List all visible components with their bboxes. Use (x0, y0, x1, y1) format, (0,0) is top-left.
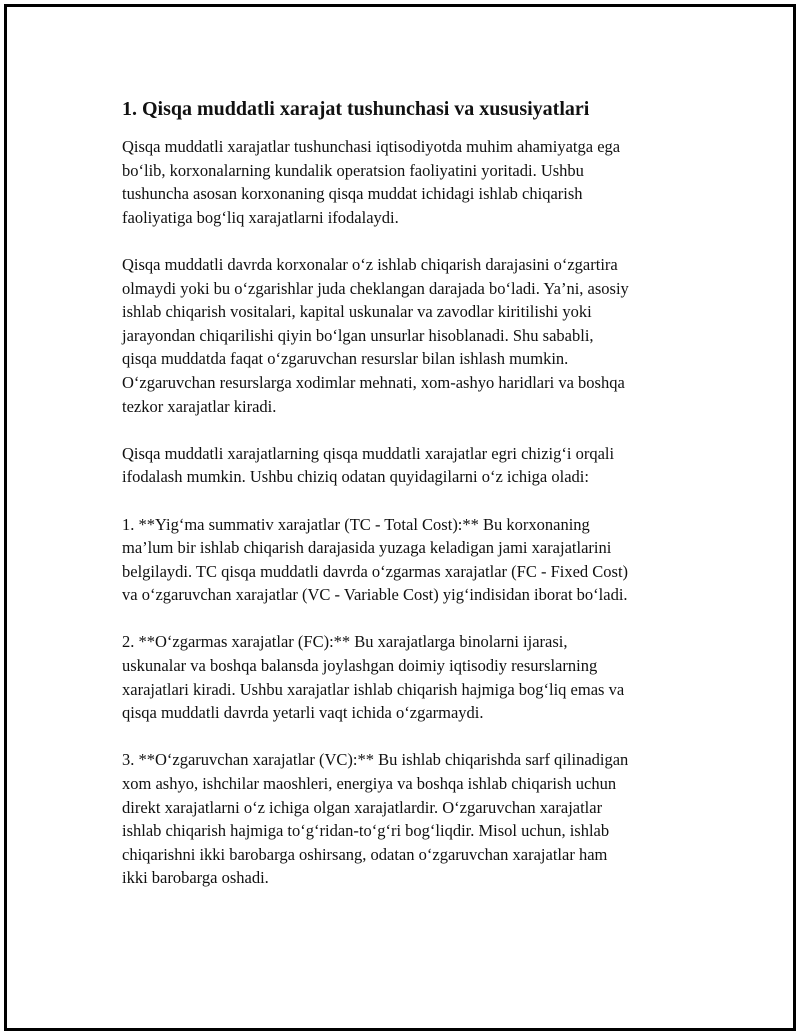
text-line: tezkor xarajatlar kiradi. (122, 396, 277, 416)
text-line: qisqa muddatli davrda yetarli vaqt ichida o‘zgarmaydi. (122, 703, 484, 723)
text-line: 3. **O‘zgaruvchan xarajatlar (VC):** Bu ishlab chiqarishda sarf qilinadigan (122, 750, 629, 770)
text-line: ifodalash mumkin. Ushbu chiziq odatan quyidagilarni o‘z ichiga oladi: (122, 467, 589, 487)
text-line: ishlab chiqarish hajmiga to‘g‘ridan-to‘g‘ri bog‘liqdir. Misol uchun, ishlab (122, 821, 610, 841)
document-content (122, 95, 702, 890)
text-line: belgilaydi. TC qisqa muddatli davrda o‘zgarmas xarajatlar (FC - Fixed Cost) (122, 561, 629, 581)
text-line: Qisqa muddatli davrda korxonalar o‘z ishlab chiqarish darajasini o‘zgartira (122, 254, 618, 274)
section-heading: 1. Qisqa muddatli xarajat tushunchasi va xususiyatlari (122, 98, 590, 120)
text-line: Qisqa muddatli xarajatlarning qisqa muddatli xarajatlar egri chizig‘i orqali (122, 443, 615, 463)
text-line: faoliyatiga bog‘liq xarajatlarni ifodalaydi. (122, 207, 399, 227)
text-line: ikki barobarga oshadi. (122, 868, 269, 888)
text-line: 2. **O‘zgarmas xarajatlar (FC):** Bu xarajatlarga binolarni ijarasi, (122, 632, 568, 652)
list-item-variable-cost (122, 748, 702, 890)
paragraph-intro (122, 135, 702, 229)
text-line: olmaydi yoki bu o‘zgarishlar juda cheklangan darajada bo‘ladi. Ya’ni, asosiy (122, 278, 629, 298)
text-line: O‘zgaruvchan resurslarga xodimlar mehnati, xom-ashyo haridlari va boshqa (122, 372, 625, 392)
text-line: xom ashyo, ishchilar maoshleri, energiya va boshqa ishlab chiqarish uchun (122, 774, 617, 794)
paragraph-short-run (122, 253, 702, 418)
text-line: tushuncha asosan korxonaning qisqa muddat ichidagi ishlab chiqarish (122, 184, 583, 204)
text-line: uskunalar va boshqa balansda joylashgan doimiy iqtisodiy resurslarning (122, 656, 598, 676)
text-line: ma’lum bir ishlab chiqarish darajasida yuzaga keladigan jami xarajatlarini (122, 538, 612, 558)
text-line: bo‘lib, korxonalarning kundalik operatsion faoliyatini yoritadi. Ushbu (122, 160, 584, 180)
text-line: jarayondan chiqarilishi qiyin bo‘lgan unsurlar hisoblanadi. Shu sababli, (122, 325, 594, 345)
text-line: Qisqa muddatli xarajatlar tushunchasi iqtisodiyotda muhim ahamiyatga ega (122, 137, 621, 156)
text-line: xarajatlari kiradi. Ushbu xarajatlar ishlab chiqarish hajmiga bog‘liq emas va (122, 679, 625, 699)
text-line: qisqa muddatda faqat o‘zgaruvchan resurslar bilan ishlash mumkin. (122, 349, 569, 369)
paragraph-cost-curve (122, 442, 702, 489)
text-line: 1. **Yig‘ma summativ xarajatlar (TC - Total Cost):** Bu korxonaning (122, 514, 590, 534)
text-line: ishlab chiqarish vositalari, kapital uskunalar va zavodlar kiritilishi yoki (122, 302, 592, 322)
list-item-fixed-cost (122, 630, 702, 724)
page-frame (4, 4, 796, 1031)
text-line: direkt xarajatlarni o‘z ichiga olgan xarajatlardir. O‘zgaruvchan xarajatlar (122, 797, 603, 817)
text-line: chiqarishni ikki barobarga oshirsang, odatan o‘zgaruvchan xarajatlar ham (122, 844, 608, 864)
text-line: va o‘zgaruvchan xarajatlar (VC - Variable Cost) yig‘indisidan iborat bo‘ladi. (122, 585, 628, 605)
list-item-total-cost (122, 513, 702, 607)
